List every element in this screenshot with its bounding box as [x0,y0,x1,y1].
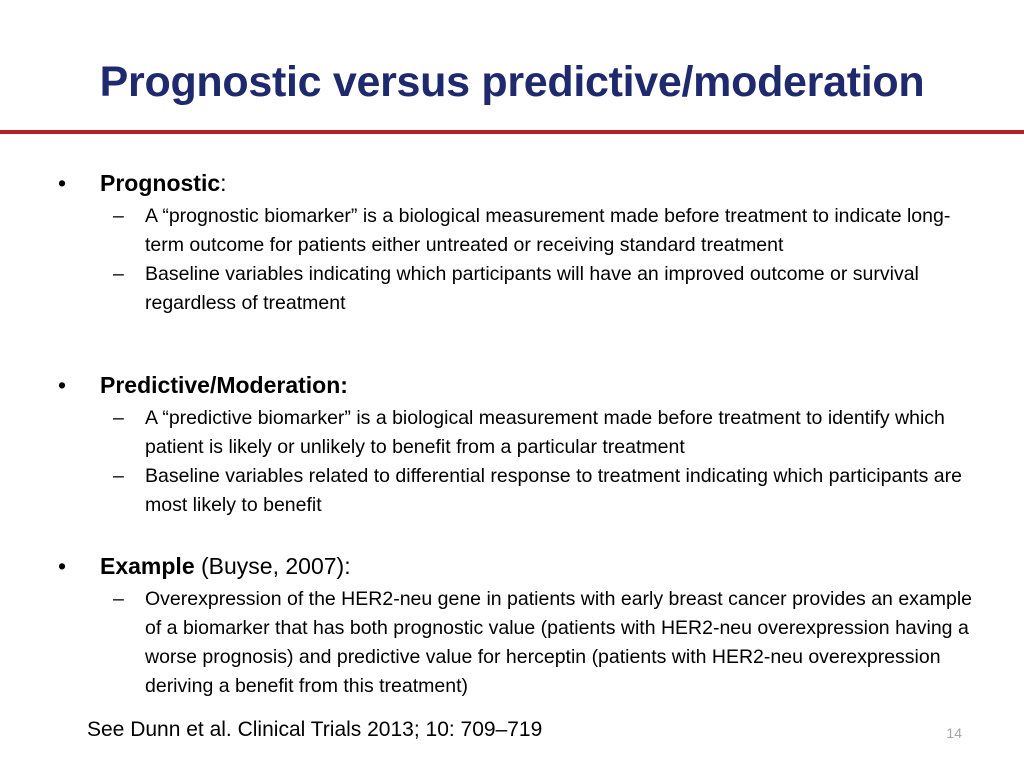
list-item-text: Baseline variables related to differential response to treatment indicating which participants are most likely to benefit [145,465,962,516]
bullet-dot: • [58,553,67,579]
heading-suffix: (Buyse, 2007): [194,553,351,579]
bullet-dot: • [58,170,67,196]
list-item [58,462,978,520]
bullet-heading [100,170,227,196]
heading-suffix: : [220,170,227,196]
page-number: 14 [946,725,962,741]
heading-bold: Predictive/Moderation: [100,372,348,398]
list-item [58,260,978,318]
list-item [58,585,978,701]
list-item-text: Overexpression of the HER2-neu gene in patients with early breast cancer provides an example of a biomarker that has both prognostic value (patients with HER2-neu overexpression having a worse prognosis) and predictive value for herceptin (patients with HER2-neu overexpression deriving a benefit from this treatment) [145,588,973,697]
section-example [58,551,978,701]
list-item [58,404,978,462]
sub-list [58,404,978,520]
dash-marker: – [113,263,124,285]
dash-marker: – [113,205,124,227]
sub-list [58,202,978,318]
title-divider [0,130,1024,134]
list-item [58,202,978,260]
bullet-heading [100,372,348,398]
sub-list [58,585,978,701]
dash-marker: – [113,588,124,610]
section-predictive [58,370,978,520]
list-item-text: A “prognostic biomarker” is a biological measurement made before treatment to indicate long-term outcome for patients either untreated or receiving standard treatment [145,205,951,256]
bullet-example [58,551,978,581]
heading-bold: Prognostic [100,170,221,196]
bullet-predictive [58,370,978,400]
dash-marker: – [113,407,124,429]
slide-title: Prognostic versus predictive/moderation [99,58,925,106]
list-item-text: Baseline variables indicating which participants will have an improved outcome or survival regardless of treatment [145,263,919,314]
bullet-heading [100,553,351,579]
list-item-text: A “predictive biomarker” is a biological measurement made before treatment to identify which patient is likely or unlikely to benefit from a particular treatment [145,407,945,458]
bullet-prognostic [58,168,978,198]
section-prognostic [58,168,978,318]
citation-footnote: See Dunn et al. Clinical Trials 2013; 10: 709–719 [87,718,543,741]
heading-bold: Example [100,553,195,579]
bullet-dot: • [58,372,67,398]
dash-marker: – [113,465,124,487]
